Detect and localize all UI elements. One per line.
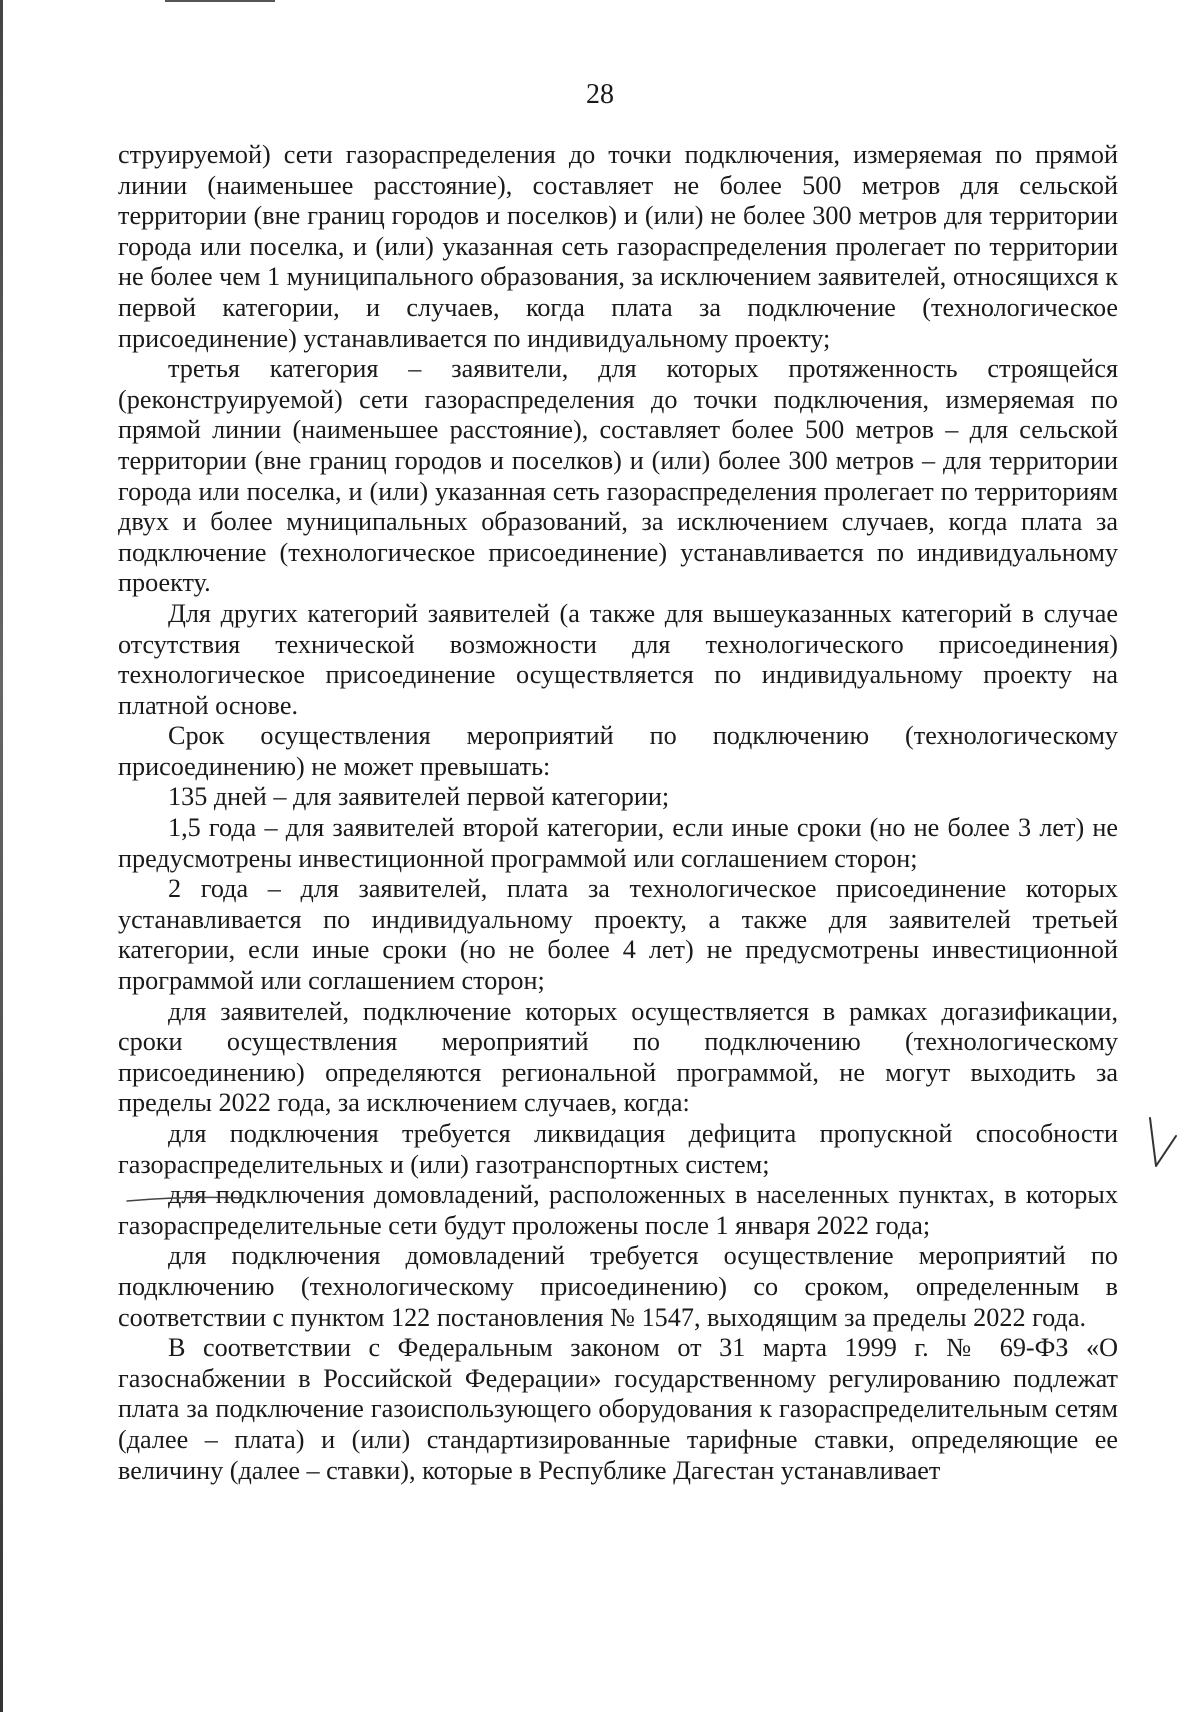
paragraph-8: для заявителей, подключение которых осуществляется в рамках догазификации, сроки осуществления мероприятий по подключению (технологическому присоединению) определяются региональной программой, не могут выходить за пределы 2022 года, за исключением случаев, когда: xyxy=(118,996,1118,1118)
paragraph-7: 2 года – для заявителей, плата за технологическое присоединение которых устанавливается по индивидуальному проекту, а также для заявителей третьей категории, если иные сроки (но не более 4 лет) не предусмотрены инвестиционной программой или соглашением сторон; xyxy=(118,874,1118,996)
paragraph-5: 135 дней – для заявителей первой категории; xyxy=(168,782,670,812)
paragraph-10: для подключения домовладений, расположенных в населенных пунктах, в которых газораспределительные сети будут проложены после 1 января 2022 года; xyxy=(118,1180,1118,1240)
handwritten-underline-icon xyxy=(125,1194,245,1204)
paragraph-11: для подключения домовладений требуется осуществление мероприятий по подключению (технологическому присоединению) со сроком, определенным в соответствии с пунктом 122 постановления № 1547, выходящим за пределы 2022 года. xyxy=(118,1241,1118,1332)
handwritten-checkmark-icon xyxy=(1142,1110,1182,1170)
paragraph-9: для подключения требуется ликвидация дефицита пропускной способности газораспределительных и (или) газотранспортных систем; xyxy=(118,1119,1118,1179)
paragraph-12: В соответствии с Федеральным законом от 31 марта 1999 г. № 69-ФЗ «О газоснабжении в Российской Федерации» государственному регулированию подлежат плата за подключение газоиспользующего оборудования к газораспределительным сетям (далее – плата) и (или) стандартизированные тарифные ставки, определяющие ее величину (далее – ставки), которые в Республике Дагестан устанавливает xyxy=(118,1333,1118,1485)
document-body xyxy=(118,140,1118,1486)
paragraph-1: струируемой) сети газораспределения до точки подключения, измеряемая по прямой линии (наименьшее расстояние), составляет не более 500 метров для сельской территории (вне границ городов и поселков) и (или) не более 300 метров для территории города или поселка, и (или) указанная сеть газораспределения пролегает по территории не более чем 1 муниципального образования, за исключением заявителей, относящихся к первой категории, и случаев, когда плата за подключение (технологическое присоединение) устанавливается по индивидуальному проекту; xyxy=(118,140,1118,353)
paragraph-2: третья категория – заявители, для которых протяженность строящейся (реконструируемой) сети газораспределения до точки подключения, измеряемая по прямой линии (наименьшее расстояние), составляет более 500 метров – для сельской территории (вне границ городов и поселков) и (или) более 300 метров – для территории города или поселка, и (или) указанная сеть газораспределения пролегает по территориям двух и более муниципальных образований, за исключением случаев, когда плата за подключение (технологическое присоединение) устанавливается по индивидуальному проекту. xyxy=(118,354,1118,598)
page-number: 28 xyxy=(586,79,614,110)
paragraph-3: Для других категорий заявителей (а также для вышеуказанных категорий в случае отсутствия технической возможности для технологического присоединения) технологическое присоединение осуществляется по индивидуальному проекту на платной основе. xyxy=(118,598,1118,720)
scan-top-mark xyxy=(165,0,275,2)
paragraph-4: Срок осуществления мероприятий по подключению (технологическому присоединению) не может превышать: xyxy=(118,721,1118,781)
scan-edge xyxy=(0,0,3,1712)
paragraph-6: 1,5 года – для заявителей второй категории, если иные сроки (но не более 3 лет) не предусмотрены инвестиционной программой или соглашением сторон; xyxy=(118,813,1118,873)
